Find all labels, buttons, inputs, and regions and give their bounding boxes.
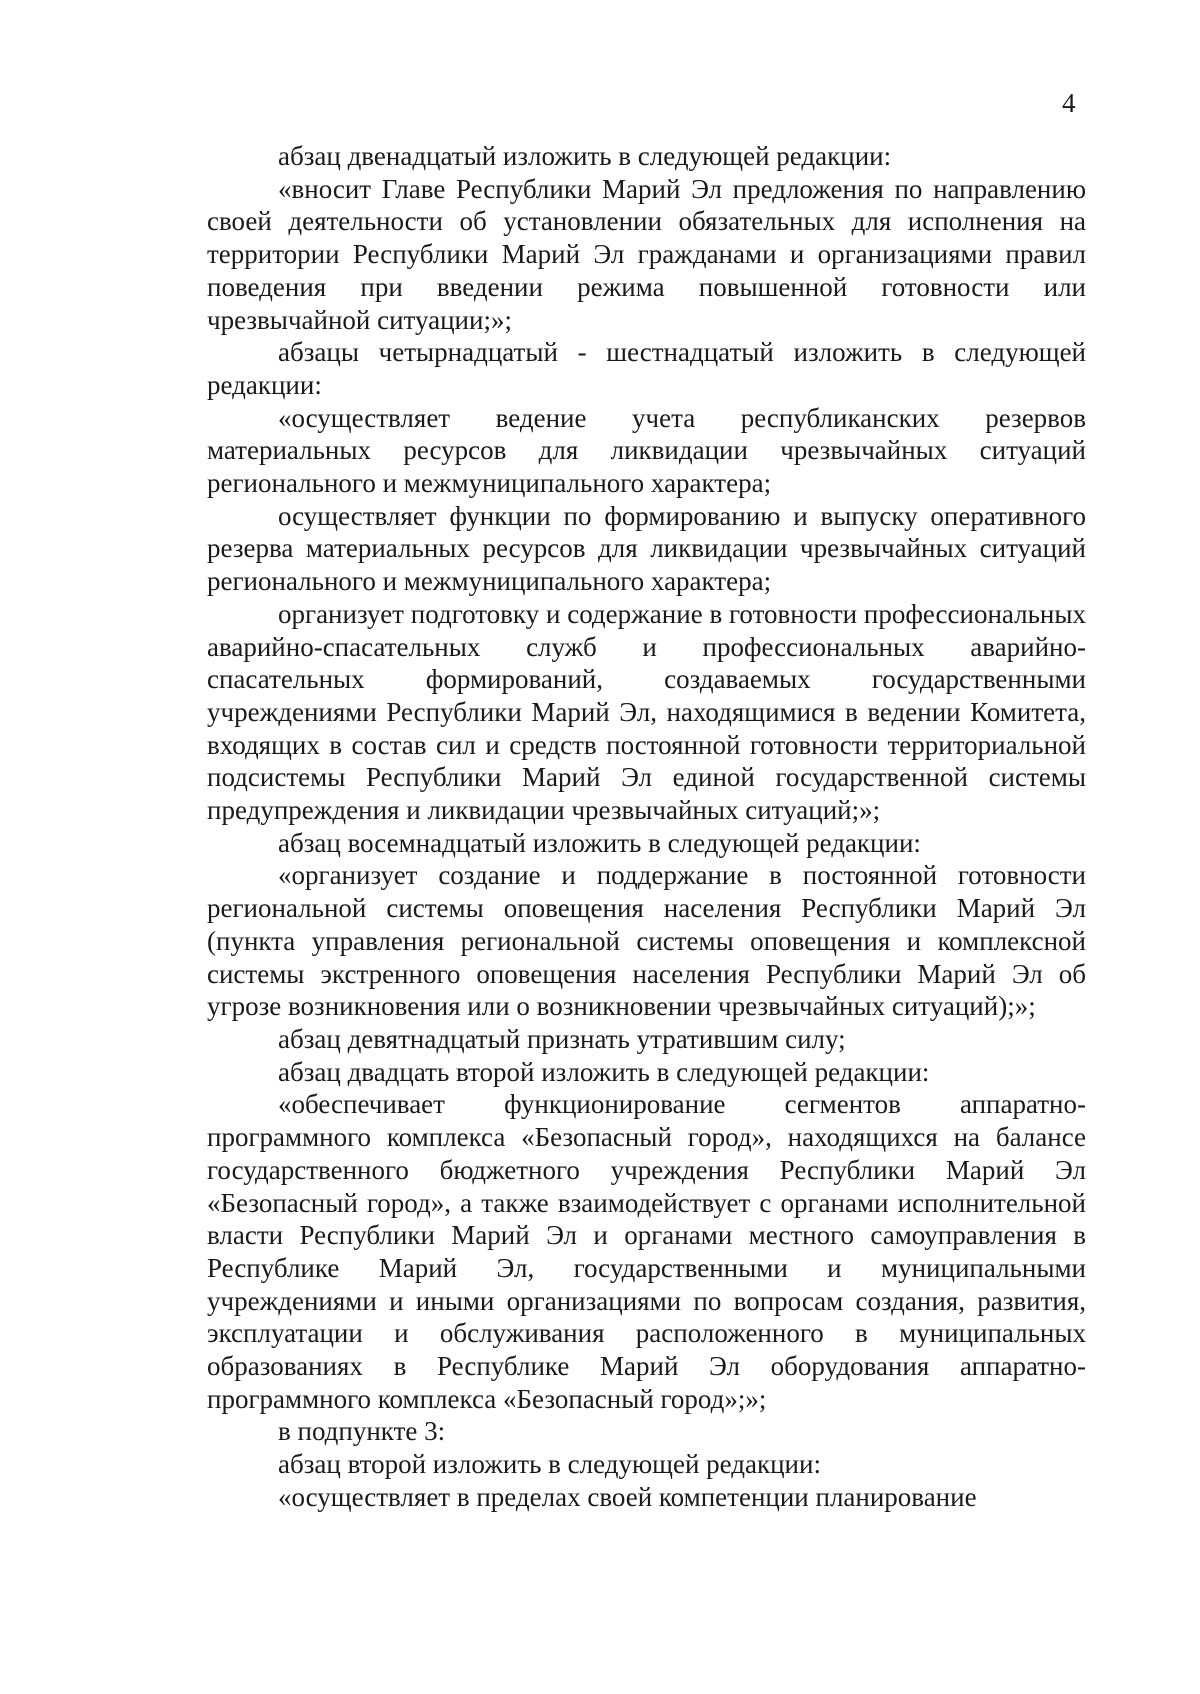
paragraph: «осуществляет в пределах своей компетенции планирование <box>278 1481 977 1512</box>
paragraph: абзац второй изложить в следующей редакции: <box>278 1449 821 1480</box>
paragraph: абзац двенадцатый изложить в следующей редакции: <box>278 141 892 171</box>
document-body <box>207 140 1086 1514</box>
paragraph: организует подготовку и содержание в готовности профессиональных аварийно-спасательных служб и профессиональных аварийно-спасательных формирований, создаваемых государственными учреждениями Республики Марий Эл, находящимися в ведении Комитета, входящих в состав сил и средств постоянной готовности территориальной подсистемы Республики Марий Эл единой государственной системы предупреждения и ликвидации чрезвычайных ситуаций;»; <box>207 598 1086 826</box>
paragraph: «осуществляет ведение учета республиканских резервов материальных ресурсов для ликвидации чрезвычайных ситуаций регионального и межмуниципального характера; <box>207 402 1086 499</box>
paragraph: абзац восемнадцатый изложить в следующей редакции: <box>278 827 921 858</box>
paragraph: «вносит Главе Республики Марий Эл предложения по направлению своей деятельности об установлении обязательных для исполнения на территории Республики Марий Эл гражданами и организациями правил поведения при введении режима повышенной готовности или чрезвычайной ситуации;»; <box>207 173 1086 335</box>
paragraph: осуществляет функции по формированию и выпуску оперативного резерва материальных ресурсов для ликвидации чрезвычайных ситуаций регионального и межмуниципального характера; <box>207 500 1086 597</box>
paragraph: абзац двадцать второй изложить в следующей редакции: <box>278 1056 930 1087</box>
paragraph: абзац девятнадцатый признать утратившим силу; <box>278 1023 846 1054</box>
paragraph: «обеспечивает функционирование сегментов аппаратно-программного комплекса «Безопасный город», находящихся на балансе государственного бюджетного учреждения Республики Марий Эл «Безопасный город», а также взаимодействует с органами исполнительной власти Республики Марий Эл и органами местного самоуправления в Республике Марий Эл, государственными и муниципальными учреждениями и иными организациями по вопросам создания, развития, эксплуатации и обслуживания расположенного в муниципальных образованиях в Республике Марий Эл оборудования аппаратно-программного комплекса «Безопасный город»;»; <box>207 1089 1086 1414</box>
paragraph: в подпункте 3: <box>278 1416 446 1447</box>
paragraph: «организует создание и поддержание в постоянной готовности региональной системы оповещения населения Республики Марий Эл (пункта управления региональной системы оповещения и комплексной системы экстренного оповещения населения Республики Марий Эл об угрозе возникновения или о возникновении чрезвычайных ситуаций);»; <box>207 860 1086 1022</box>
page-number: 4 <box>1062 88 1076 118</box>
paragraph: абзацы четырнадцатый - шестнадцатый изложить в следующей редакции: <box>207 337 1086 400</box>
